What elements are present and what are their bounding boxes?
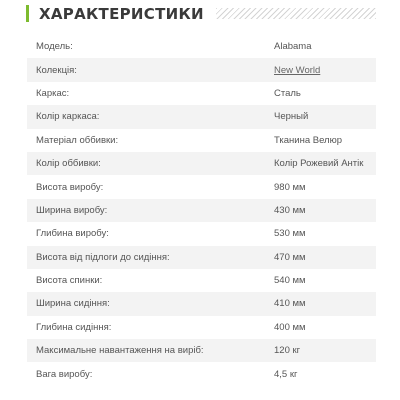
spec-value: Черный [274, 111, 309, 123]
spec-row [27, 292, 376, 315]
spec-label: Модель: [36, 41, 73, 53]
spec-label: Висота від підлоги до сидіння: [36, 251, 170, 263]
section-header [26, 0, 376, 27]
spec-value: 540 мм [274, 275, 306, 287]
spec-row [27, 199, 376, 222]
spec-row [27, 105, 376, 128]
spec-row [27, 316, 376, 339]
spec-row [27, 339, 376, 362]
specs-table [27, 35, 376, 386]
spec-value: Тканина Велюр [274, 134, 343, 146]
section-title: ХАРАКТЕРИСТИКИ [39, 4, 204, 23]
spec-value: 4,5 кг [274, 368, 298, 380]
spec-row [27, 269, 376, 292]
spec-label: Колір оббивки: [36, 158, 101, 170]
spec-row [27, 35, 376, 58]
spec-value: 410 мм [274, 298, 306, 310]
spec-label: Вага виробу: [36, 368, 93, 380]
spec-row [27, 82, 376, 105]
spec-label: Ширина сидіння: [36, 298, 110, 310]
spec-label: Максимальне навантаження на виріб: [36, 345, 204, 357]
collection-link[interactable]: New World [274, 64, 321, 76]
spec-row [27, 58, 376, 81]
spec-value: 530 мм [274, 228, 306, 240]
spec-label: Колекція: [36, 64, 77, 76]
spec-label: Колір каркаса: [36, 111, 100, 123]
spec-row [27, 362, 376, 385]
spec-row [27, 129, 376, 152]
spec-value: 400 мм [274, 321, 306, 333]
accent-bar [26, 5, 29, 22]
spec-value: Alabama [274, 41, 312, 53]
spec-label: Глибина сидіння: [36, 321, 112, 333]
spec-value: 980 мм [274, 181, 306, 193]
spec-label: Ширина виробу: [36, 204, 108, 216]
spec-value: Колір Рожевий Антік [274, 158, 364, 170]
spec-row [27, 175, 376, 198]
spec-label: Глибина виробу: [36, 228, 109, 240]
spec-label: Каркас: [36, 87, 70, 99]
spec-row [27, 222, 376, 245]
header-hatch-decoration [216, 8, 376, 19]
spec-label: Матеріал оббивки: [36, 134, 119, 146]
spec-value: 120 кг [274, 345, 301, 357]
spec-row [27, 152, 376, 175]
spec-label: Висота виробу: [36, 181, 104, 193]
spec-value: 470 мм [274, 251, 306, 263]
spec-row [27, 246, 376, 269]
spec-value: Сталь [274, 87, 301, 99]
spec-value: 430 мм [274, 204, 306, 216]
spec-label: Висота спинки: [36, 275, 103, 287]
